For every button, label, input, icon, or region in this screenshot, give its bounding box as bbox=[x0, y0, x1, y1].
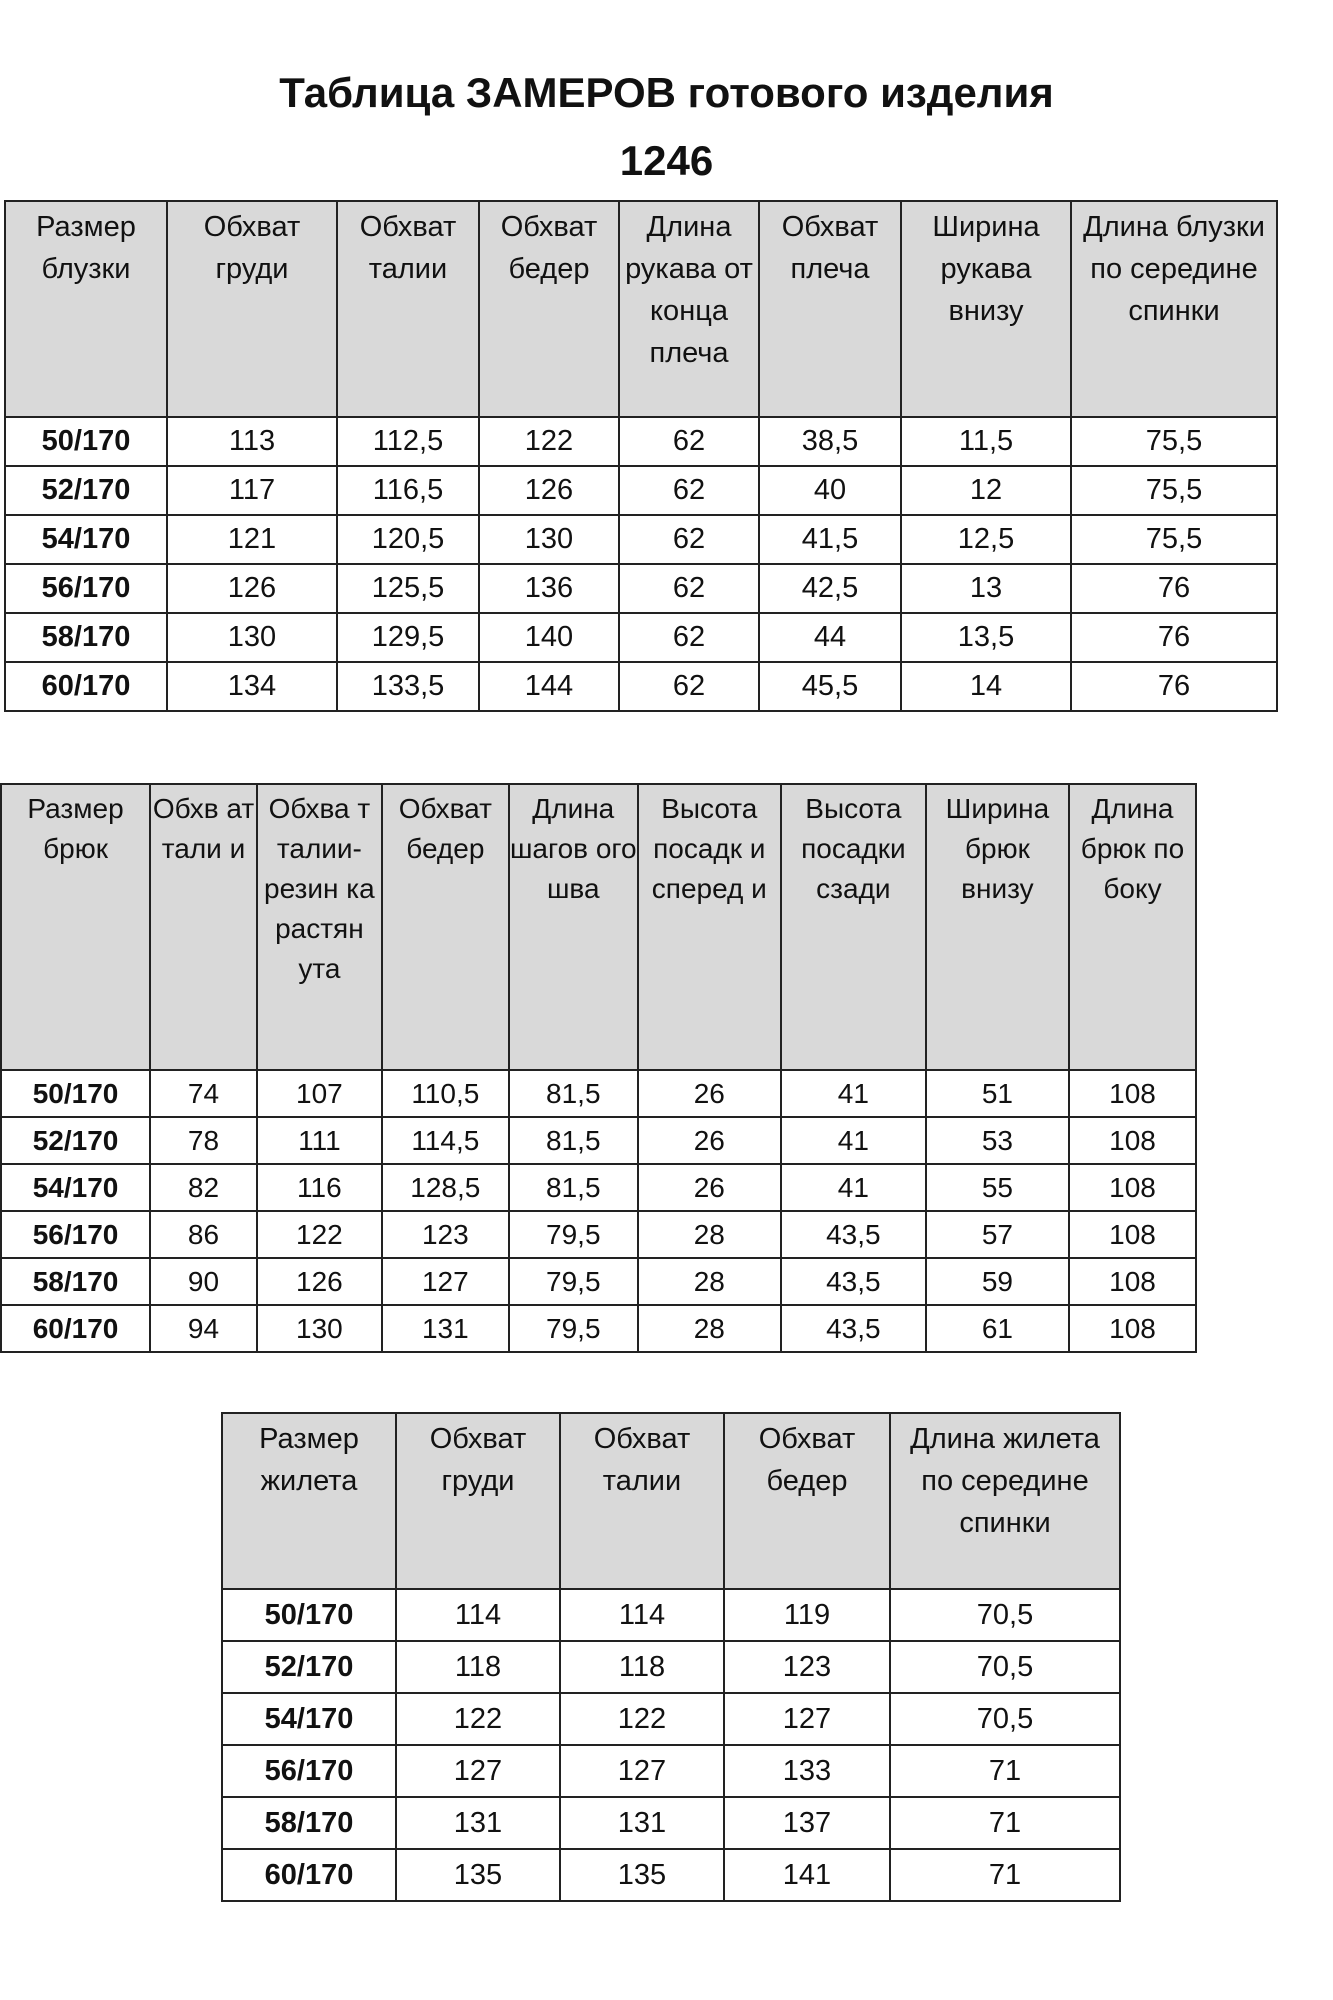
blouse-measurements-table bbox=[4, 200, 1278, 712]
table-cell: 108 bbox=[1069, 1305, 1196, 1352]
table-cell: 74 bbox=[150, 1070, 257, 1117]
page-title: Таблица ЗАМЕРОВ готового изделия bbox=[279, 69, 1054, 116]
table-cell: 81,5 bbox=[509, 1164, 638, 1211]
table-cell: 86 bbox=[150, 1211, 257, 1258]
table-cell: 127 bbox=[560, 1745, 724, 1797]
vest-measurements-table bbox=[221, 1412, 1121, 1902]
table-cell: 131 bbox=[560, 1797, 724, 1849]
table-cell: 113 bbox=[167, 417, 337, 466]
table-cell: 131 bbox=[396, 1797, 560, 1849]
table-cell: 14 bbox=[901, 662, 1071, 711]
table-cell: 120,5 bbox=[337, 515, 479, 564]
model-number: 1246 bbox=[619, 137, 714, 184]
table-cell: 121 bbox=[167, 515, 337, 564]
table-cell: 112,5 bbox=[337, 417, 479, 466]
table-row bbox=[5, 466, 1277, 515]
table-cell: 70,5 bbox=[890, 1693, 1120, 1745]
table-cell: 130 bbox=[257, 1305, 382, 1352]
table-cell: 71 bbox=[890, 1745, 1120, 1797]
table-row bbox=[222, 1641, 1120, 1693]
table-cell: 79,5 bbox=[509, 1211, 638, 1258]
table-cell: 44 bbox=[759, 613, 901, 662]
column-header: Длина брюк по боку bbox=[1069, 784, 1196, 1070]
table-cell: 55 bbox=[926, 1164, 1069, 1211]
table-row bbox=[1, 1164, 1196, 1211]
table-cell: 28 bbox=[638, 1258, 781, 1305]
table-cell: 59 bbox=[926, 1258, 1069, 1305]
table-cell: 26 bbox=[638, 1117, 781, 1164]
table-cell: 81,5 bbox=[509, 1070, 638, 1117]
table-cell: 127 bbox=[382, 1258, 509, 1305]
table-cell: 71 bbox=[890, 1849, 1120, 1901]
table-cell: 128,5 bbox=[382, 1164, 509, 1211]
table-cell: 40 bbox=[759, 466, 901, 515]
column-header: Обхват талии bbox=[337, 201, 479, 417]
table-cell: 71 bbox=[890, 1797, 1120, 1849]
table-cell: 13,5 bbox=[901, 613, 1071, 662]
table-cell: 126 bbox=[479, 466, 619, 515]
column-header: Размер брюк bbox=[1, 784, 150, 1070]
size-cell: 58/170 bbox=[222, 1797, 396, 1849]
table-cell: 133 bbox=[724, 1745, 890, 1797]
table-cell: 78 bbox=[150, 1117, 257, 1164]
table-header-row bbox=[5, 201, 1277, 417]
table-row bbox=[222, 1797, 1120, 1849]
table-cell: 118 bbox=[396, 1641, 560, 1693]
table-row bbox=[5, 515, 1277, 564]
column-header: Ширина рукава внизу bbox=[901, 201, 1071, 417]
table-cell: 79,5 bbox=[509, 1258, 638, 1305]
table-row bbox=[222, 1745, 1120, 1797]
table-cell: 75,5 bbox=[1071, 515, 1277, 564]
table-row bbox=[5, 564, 1277, 613]
table-cell: 43,5 bbox=[781, 1211, 926, 1258]
table-cell: 70,5 bbox=[890, 1641, 1120, 1693]
size-cell: 52/170 bbox=[1, 1117, 150, 1164]
table-cell: 57 bbox=[926, 1211, 1069, 1258]
size-cell: 56/170 bbox=[222, 1745, 396, 1797]
table-cell: 28 bbox=[638, 1211, 781, 1258]
size-cell: 54/170 bbox=[222, 1693, 396, 1745]
table-cell: 13 bbox=[901, 564, 1071, 613]
table-cell: 28 bbox=[638, 1305, 781, 1352]
table-row bbox=[5, 613, 1277, 662]
table-cell: 127 bbox=[396, 1745, 560, 1797]
size-cell: 50/170 bbox=[5, 417, 167, 466]
table-cell: 76 bbox=[1071, 564, 1277, 613]
table-cell: 108 bbox=[1069, 1258, 1196, 1305]
table-cell: 126 bbox=[257, 1258, 382, 1305]
table-header-row bbox=[1, 784, 1196, 1070]
table-cell: 127 bbox=[724, 1693, 890, 1745]
table-cell: 108 bbox=[1069, 1070, 1196, 1117]
column-header: Обхват бедер bbox=[382, 784, 509, 1070]
size-cell: 54/170 bbox=[1, 1164, 150, 1211]
table-cell: 144 bbox=[479, 662, 619, 711]
column-header: Обхват плеча bbox=[759, 201, 901, 417]
table-cell: 126 bbox=[167, 564, 337, 613]
column-header: Длина рукава от конца плеча bbox=[619, 201, 759, 417]
table-cell: 75,5 bbox=[1071, 417, 1277, 466]
table-cell: 62 bbox=[619, 466, 759, 515]
column-header: Обхват бедер bbox=[724, 1413, 890, 1589]
column-header: Обхв ат тали и bbox=[150, 784, 257, 1070]
table-cell: 53 bbox=[926, 1117, 1069, 1164]
table-cell: 75,5 bbox=[1071, 466, 1277, 515]
size-cell: 60/170 bbox=[5, 662, 167, 711]
column-header: Обхват бедер bbox=[479, 201, 619, 417]
table-cell: 136 bbox=[479, 564, 619, 613]
table-header-row bbox=[222, 1413, 1120, 1589]
table-row bbox=[5, 662, 1277, 711]
table-cell: 135 bbox=[560, 1849, 724, 1901]
column-header: Обхват груди bbox=[396, 1413, 560, 1589]
size-cell: 58/170 bbox=[5, 613, 167, 662]
table-cell: 129,5 bbox=[337, 613, 479, 662]
table-cell: 12,5 bbox=[901, 515, 1071, 564]
column-header: Длина блузки по середине спинки bbox=[1071, 201, 1277, 417]
table-cell: 79,5 bbox=[509, 1305, 638, 1352]
size-cell: 60/170 bbox=[222, 1849, 396, 1901]
table-cell: 62 bbox=[619, 662, 759, 711]
table-cell: 118 bbox=[560, 1641, 724, 1693]
table-cell: 41 bbox=[781, 1164, 926, 1211]
table-cell: 114,5 bbox=[382, 1117, 509, 1164]
table-cell: 62 bbox=[619, 613, 759, 662]
column-header: Обхват талии bbox=[560, 1413, 724, 1589]
table-cell: 108 bbox=[1069, 1211, 1196, 1258]
table-cell: 61 bbox=[926, 1305, 1069, 1352]
table-cell: 125,5 bbox=[337, 564, 479, 613]
column-header: Длина жилета по середине спинки bbox=[890, 1413, 1120, 1589]
table-row bbox=[222, 1849, 1120, 1901]
table-cell: 140 bbox=[479, 613, 619, 662]
size-cell: 58/170 bbox=[1, 1258, 150, 1305]
table-cell: 62 bbox=[619, 515, 759, 564]
table-cell: 134 bbox=[167, 662, 337, 711]
size-cell: 56/170 bbox=[1, 1211, 150, 1258]
size-cell: 52/170 bbox=[5, 466, 167, 515]
table-cell: 114 bbox=[560, 1589, 724, 1641]
table-cell: 12 bbox=[901, 466, 1071, 515]
table-cell: 76 bbox=[1071, 613, 1277, 662]
table-cell: 81,5 bbox=[509, 1117, 638, 1164]
table-cell: 141 bbox=[724, 1849, 890, 1901]
table-row bbox=[1, 1258, 1196, 1305]
column-header: Высота посадки сзади bbox=[781, 784, 926, 1070]
table-cell: 137 bbox=[724, 1797, 890, 1849]
table-cell: 38,5 bbox=[759, 417, 901, 466]
table-cell: 45,5 bbox=[759, 662, 901, 711]
column-header: Ширина брюк внизу bbox=[926, 784, 1069, 1070]
table-cell: 133,5 bbox=[337, 662, 479, 711]
table-cell: 43,5 bbox=[781, 1305, 926, 1352]
size-cell: 54/170 bbox=[5, 515, 167, 564]
table-cell: 26 bbox=[638, 1164, 781, 1211]
table-cell: 110,5 bbox=[382, 1070, 509, 1117]
table-cell: 90 bbox=[150, 1258, 257, 1305]
table-cell: 76 bbox=[1071, 662, 1277, 711]
table-row bbox=[1, 1070, 1196, 1117]
table-cell: 123 bbox=[382, 1211, 509, 1258]
table-cell: 108 bbox=[1069, 1164, 1196, 1211]
table-cell: 94 bbox=[150, 1305, 257, 1352]
column-header: Размер жилета bbox=[222, 1413, 396, 1589]
size-cell: 60/170 bbox=[1, 1305, 150, 1352]
table-cell: 119 bbox=[724, 1589, 890, 1641]
table-row bbox=[1, 1117, 1196, 1164]
table-cell: 122 bbox=[257, 1211, 382, 1258]
table-cell: 135 bbox=[396, 1849, 560, 1901]
table-cell: 70,5 bbox=[890, 1589, 1120, 1641]
table-row bbox=[1, 1305, 1196, 1352]
table-cell: 122 bbox=[396, 1693, 560, 1745]
table-row bbox=[1, 1211, 1196, 1258]
table-cell: 123 bbox=[724, 1641, 890, 1693]
table-row bbox=[222, 1589, 1120, 1641]
size-cell: 56/170 bbox=[5, 564, 167, 613]
table-cell: 26 bbox=[638, 1070, 781, 1117]
table-cell: 131 bbox=[382, 1305, 509, 1352]
size-cell: 52/170 bbox=[222, 1641, 396, 1693]
table-cell: 42,5 bbox=[759, 564, 901, 613]
table-cell: 122 bbox=[560, 1693, 724, 1745]
table-cell: 116 bbox=[257, 1164, 382, 1211]
table-cell: 43,5 bbox=[781, 1258, 926, 1305]
table-cell: 62 bbox=[619, 417, 759, 466]
table-cell: 107 bbox=[257, 1070, 382, 1117]
table-cell: 108 bbox=[1069, 1117, 1196, 1164]
table-cell: 130 bbox=[167, 613, 337, 662]
table-cell: 130 bbox=[479, 515, 619, 564]
table-cell: 82 bbox=[150, 1164, 257, 1211]
table-cell: 41,5 bbox=[759, 515, 901, 564]
table-cell: 11,5 bbox=[901, 417, 1071, 466]
column-header: Обхва т талии-резин ка растян ута bbox=[257, 784, 382, 1070]
table-cell: 41 bbox=[781, 1070, 926, 1117]
table-cell: 51 bbox=[926, 1070, 1069, 1117]
table-row bbox=[222, 1693, 1120, 1745]
table-cell: 114 bbox=[396, 1589, 560, 1641]
table-cell: 117 bbox=[167, 466, 337, 515]
table-cell: 116,5 bbox=[337, 466, 479, 515]
size-cell: 50/170 bbox=[1, 1070, 150, 1117]
size-cell: 50/170 bbox=[222, 1589, 396, 1641]
column-header: Длина шагов ого шва bbox=[509, 784, 638, 1070]
table-cell: 111 bbox=[257, 1117, 382, 1164]
pants-measurements-table bbox=[0, 783, 1197, 1353]
column-header: Обхват груди bbox=[167, 201, 337, 417]
table-row bbox=[5, 417, 1277, 466]
column-header: Размер блузки bbox=[5, 201, 167, 417]
table-cell: 122 bbox=[479, 417, 619, 466]
table-cell: 41 bbox=[781, 1117, 926, 1164]
column-header: Высота посадк и сперед и bbox=[638, 784, 781, 1070]
table-cell: 62 bbox=[619, 564, 759, 613]
